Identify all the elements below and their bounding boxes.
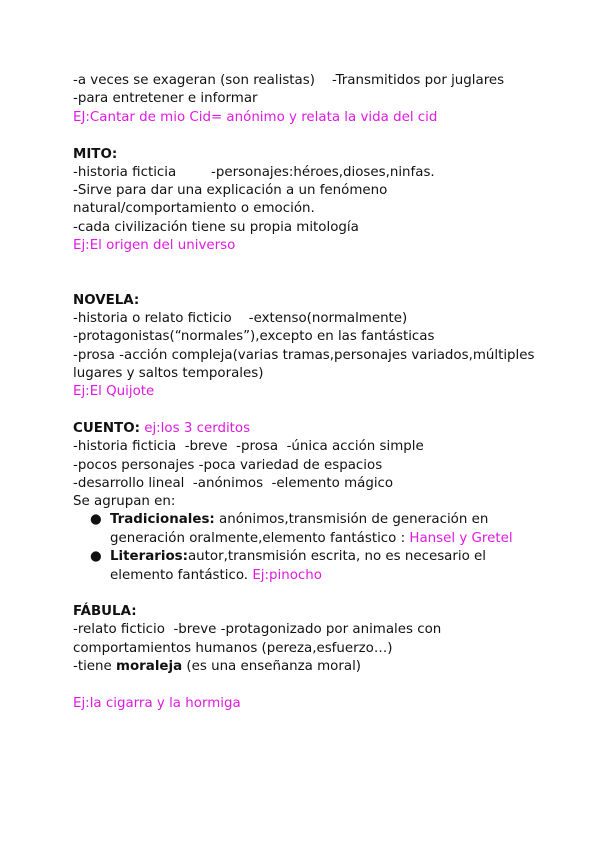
literarios-example: Ej:pinocho: [252, 568, 322, 583]
mito-example: Ej:El origen del universo: [73, 238, 236, 253]
mito-line-4: -cada civilización tiene su propia mitología: [73, 220, 359, 235]
novela-title: NOVELA:: [73, 293, 140, 308]
cuento-line-4: Se agrupan en:: [73, 494, 176, 509]
intro-line-2: -para entretener e informar: [73, 91, 258, 106]
cuento-heading: [73, 420, 250, 438]
fabula-line-3c: (es una enseñanza moral): [182, 659, 362, 674]
fabula-line-1: -relato ficticio -breve -protagonizado por animales con: [73, 622, 442, 637]
mito-line-3: natural/comportamiento o emoción.: [73, 201, 315, 216]
literarios-text-2: elemento fantástico.: [110, 568, 253, 583]
tradicionales-label: Tradicionales:: [110, 512, 215, 527]
tradicionales-line-2: [110, 530, 513, 548]
tradicionales-line-1: [110, 511, 488, 529]
novela-line-1: -historia o relato ficticio -extenso(normalmente): [73, 311, 408, 326]
novela-line-4: lugares y saltos temporales): [73, 366, 264, 381]
cuento-line-1: -historia ficticia -breve -prosa -única acción simple: [73, 439, 424, 454]
fabula-line-3: [73, 658, 361, 676]
fabula-moraleja: moraleja: [116, 659, 183, 674]
literarios-line-1: [110, 548, 486, 566]
tradicionales-example: Hansel y Gretel: [409, 531, 513, 546]
tradicionales-text-2: generación oralmente,elemento fantástico :: [110, 531, 410, 546]
mito-line-2: -Sirve para dar una explicación a un fenómeno: [73, 183, 388, 198]
mito-line-1b: -personajes:héroes,dioses,ninfas.: [211, 165, 435, 180]
cuento-inline-example: ej:los 3 cerditos: [144, 421, 251, 436]
intro-example: EJ:Cantar de mio Cid= anónimo y relata la vida del cid: [73, 110, 438, 125]
fabula-title: FÁBULA:: [73, 604, 137, 619]
novela-example: Ej:El Quijote: [73, 384, 155, 399]
cuento-line-3: -desarrollo lineal -anónimos -elemento mágico: [73, 476, 394, 491]
mito-title: MITO:: [73, 147, 118, 162]
tradicionales-text: anónimos,transmisión de generación en: [214, 512, 489, 527]
fabula-line-2: comportamientos humanos (pereza,esfuerzo…): [73, 641, 393, 656]
novela-line-3: -prosa -acción compleja(varias tramas,personajes variados,múltiples: [73, 348, 535, 363]
fabula-example: Ej:la cigarra y la hormiga: [73, 696, 241, 711]
bullet-literarios: ●: [90, 549, 102, 564]
bullet-tradicionales: ●: [90, 512, 102, 527]
novela-line-2: -protagonistas(“normales”),excepto en las fantásticas: [73, 329, 435, 344]
literarios-label: Literarios:: [110, 549, 188, 564]
cuento-line-2: -pocos personajes -poca variedad de espacios: [73, 458, 383, 473]
cuento-title: CUENTO:: [73, 421, 140, 436]
intro-line-1: -a veces se exageran (son realistas) -Transmitidos por juglares: [73, 73, 505, 88]
fabula-line-3a: -tiene: [73, 659, 117, 674]
mito-line-1a: -historia ficticia: [73, 165, 177, 180]
literarios-text: autor,transmisión escrita, no es necesario el: [187, 549, 487, 564]
literarios-line-2: [110, 567, 322, 585]
